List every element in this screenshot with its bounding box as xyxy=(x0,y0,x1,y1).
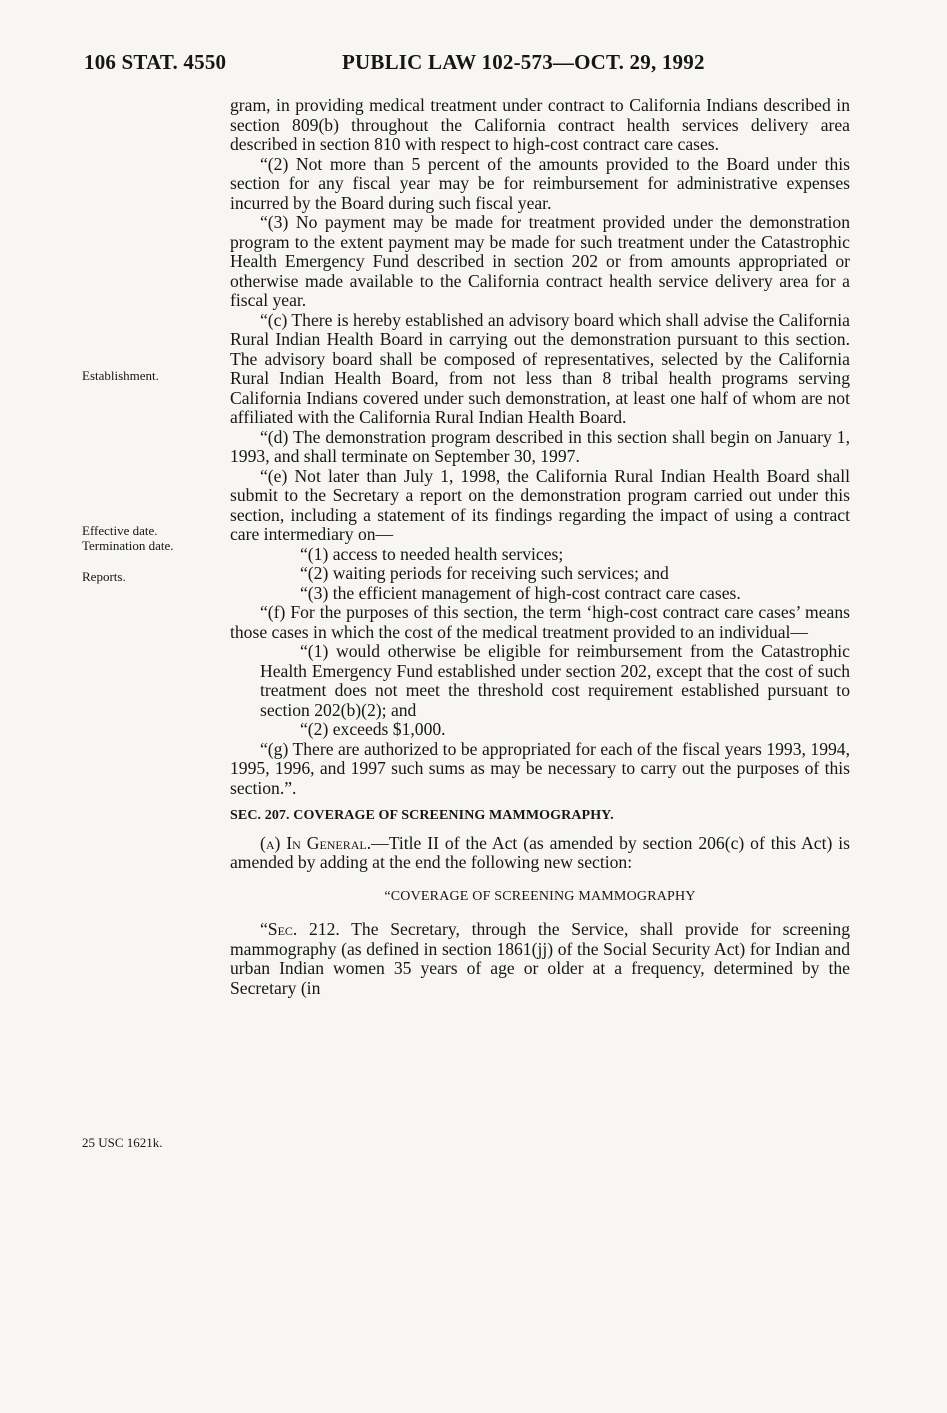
margin-note-termination-date: Termination date. xyxy=(82,538,174,553)
section-lead: “Sec. xyxy=(260,919,298,939)
paragraph: “(2) Not more than 5 percent of the amounts provided to the Board under this section for any fiscal year may be for reimbursement for administrative expenses incurred by the Board during such fiscal year. xyxy=(230,153,850,213)
paragraph: “(e) Not later than July 1, 1998, the California Rural Indian Health Board shall submit to the Secretary a report on the demonstration program carried out under this section, including a statement of its findings regarding the impact of using a contract care intermediary on— xyxy=(230,465,850,544)
section-heading: SEC. 207. COVERAGE OF SCREENING MAMMOGRAPHY. xyxy=(230,808,614,823)
paragraph: “(3) the efficient management of high-cost contract care cases. xyxy=(300,582,741,603)
section-text: 212. The Secretary, through the Service, shall provide for screening mammography (as defined in section 1861(jj) of the Social Security Act) for Indian and urban Indian women 35 years of age or older at a frequency, determined by the Secretary (in xyxy=(230,919,850,998)
paragraph: “(f) For the purposes of this section, the term ‘high-cost contract care cases’ means those cases in which the cost of the medical treatment provided to an individual— xyxy=(230,602,850,642)
paragraph: “(2) waiting periods for receiving such services; and xyxy=(300,563,669,583)
law-title: PUBLIC LAW 102-573—OCT. 29, 1992 xyxy=(342,50,705,74)
paragraph: “(c) There is hereby established an advisory board which shall advise the California Rural Indian Health Board in carrying out the demonstration pursuant to this section. The advisory board shall be composed of representatives, selected by the California Rural Indian Health Board, from not less than 8 tribal health programs serving California Indians covered under such demonstration, at least one half of whom are not affiliated with the California Rural Indian Health Board. xyxy=(230,309,850,427)
paragraph: “(1) would otherwise be eligible for reimbursement from the Catastrophic Health Emergency Fund established under section 202, except that the cost of such treatment does not meet the threshold cost requirement established pursuant to section 202(b)(2); and xyxy=(260,641,850,720)
page-header xyxy=(84,50,734,80)
centered-heading: “COVERAGE OF SCREENING MAMMOGRAPHY xyxy=(384,888,696,904)
paragraph: “(3) No payment may be made for treatment provided under the demonstration program to the extent payment may be made for such treatment under the Catastrophic Health Emergency Fund described in section 202 or from amounts appropriated or otherwise made available to the California contract health service delivery area for a fiscal year. xyxy=(230,212,850,310)
paragraph: “(2) exceeds $1,000. xyxy=(300,719,446,739)
paragraph: “(g) There are authorized to be appropriated for each of the fiscal years 1993, 1994, 1995, 1996, and 1997 such sums as may be necessary to carry out the purposes of this section.”. xyxy=(230,738,850,798)
paragraph: “(d) The demonstration program described in this section shall begin on January 1, 1993, and shall terminate on September 30, 1997. xyxy=(230,426,850,466)
margin-note-usc: 25 USC 1621k. xyxy=(82,1135,163,1150)
paragraph: “(1) access to needed health services; xyxy=(300,543,564,564)
margin-note-establishment: Establishment. xyxy=(82,368,159,383)
paragraph xyxy=(230,834,850,873)
body-text xyxy=(230,96,850,998)
paragraph: gram, in providing medical treatment under contract to California Indians described in section 809(b) throughout the California contract health services delivery area described in section 810 with respect to high-cost contract care cases. xyxy=(230,95,850,154)
margin-note-effective-date: Effective date. xyxy=(82,523,158,538)
subsection-lead: (a) In General. xyxy=(260,832,372,853)
subsection-text: —Title II of the Act (as amended by section 206(c) of this Act) is amended by adding at the end the following new section: xyxy=(230,832,850,872)
stat-page-number: 106 STAT. 4550 xyxy=(84,50,227,74)
margin-note-reports: Reports. xyxy=(82,569,126,584)
paragraph xyxy=(230,920,850,998)
